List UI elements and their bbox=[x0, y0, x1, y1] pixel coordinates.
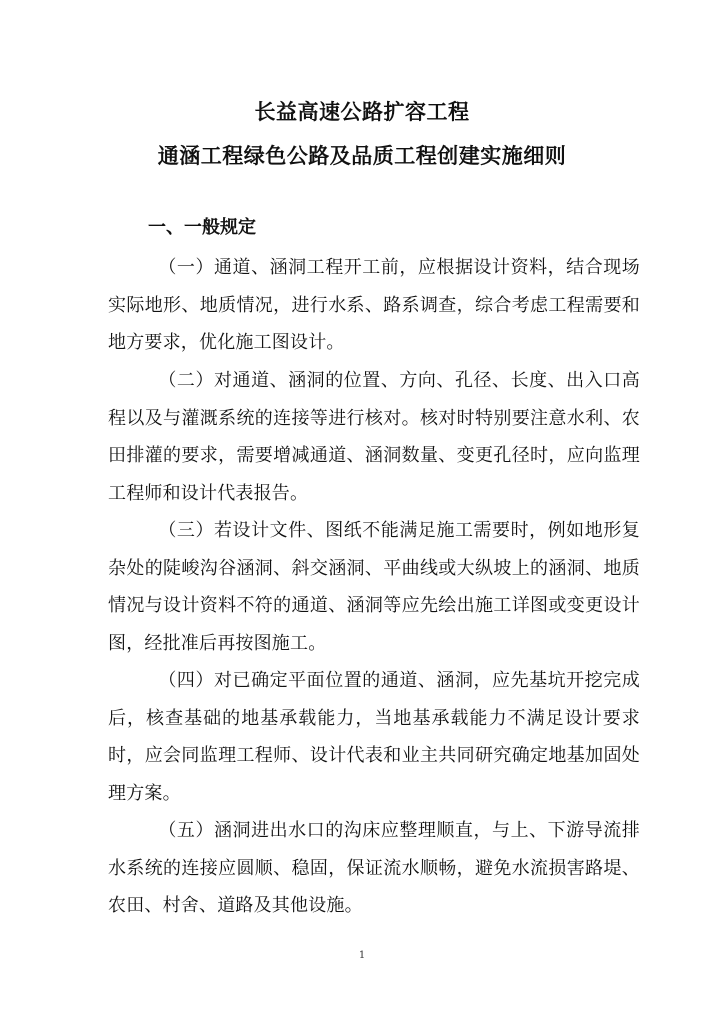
paragraph-5: （五）涵洞进出水口的沟床应整理顺直，与上、下游导流排水系统的连接应圆顺、稳固，保证流水顺畅，避免水流损害路堤、农田、村舍、道路及其他设施。 bbox=[108, 820, 640, 916]
section-heading: 一、一般规定 bbox=[148, 217, 256, 238]
paragraph-2: （二）对通道、涵洞的位置、方向、孔径、长度、出入口高程以及与灌溉系统的连接等进行核对。核对时特别要注意水利、农田排灌的要求，需要增减通道、涵洞数量、变更孔径时，应向监理工程师和设计代表报告。 bbox=[108, 370, 640, 504]
document-title-line-2: 通涵工程绿色公路及品质工程创建实施细则 bbox=[157, 144, 567, 168]
paragraph-1: （一）通道、涵洞工程开工前，应根据设计资料，结合现场实际地形、地质情况，进行水系、路系调查，综合考虑工程需要和地方要求，优化施工图设计。 bbox=[108, 257, 640, 353]
paragraph-3: （三）若设计文件、图纸不能满足施工需要时，例如地形复杂处的陡峻沟谷涵洞、斜交涵洞、平曲线或大纵坡上的涵洞、地质情况与设计资料不符的通道、涵洞等应先绘出施工详图或变更设计图，经批准后再按图施工。 bbox=[108, 520, 640, 654]
page-number: 1 bbox=[358, 950, 366, 961]
document-title-line-1: 长益高速公路扩容工程 bbox=[254, 100, 470, 124]
paragraph-4: （四）对已确定平面位置的通道、涵洞，应先基坑开挖完成后，核查基础的地基承载能力，当地基承载能力不满足设计要求时，应会同监理工程师、设计代表和业主共同研究确定地基加固处理方案。 bbox=[108, 670, 640, 804]
